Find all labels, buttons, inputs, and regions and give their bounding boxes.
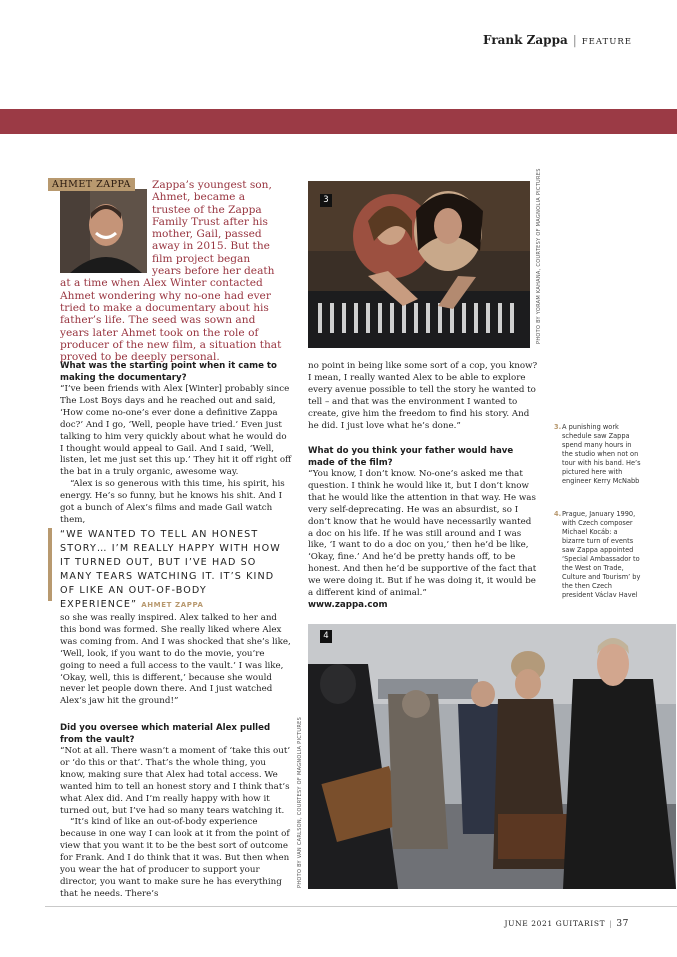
answer-1-p3: so she was really inspired. Alex talked to her and this bond was formed. She really liked where Alex was coming from. And I was shocked that she’s like, ‘Well, look, if you want to do the movie, you’re going to need a full access to the vault.’ I was like, ‘Okay, well, this is different,’ because she would never let people down there. And I just watched Alex’s jaw hit the ground!” xyxy=(60,613,291,707)
caption-3-text: A punishing work schedule saw Zappa spend many hours in the studio when not on tour with his band. He’s pictured here with engineer Kerry McNabb xyxy=(562,423,641,485)
website-link[interactable]: www.zappa.com xyxy=(308,599,388,610)
pull-quote xyxy=(48,528,288,612)
question-2: Did you oversee which material Alex pulled from the vault? xyxy=(60,723,271,745)
header-title: Frank Zappa xyxy=(483,33,568,47)
photo-number-3: 3 xyxy=(320,194,332,207)
answer-2-continued: no point in being like some sort of a cop, you know? I mean, I really wanted Alex to be able to explore every avenue possible to tell the story he wanted to tell – and that was the environment I wanted to create, give him the freedom to find his story. And he did. I just love what he’s done.” xyxy=(308,361,538,431)
caption-4-text: Prague, January 1990, with Czech composer Michael Kocáb: a bizarre turn of events saw Zappa appointed ‘Special Ambassador to the West on Trade, Culture and Tourism’ by the then Czech president Václav Havel xyxy=(562,510,641,599)
running-header xyxy=(483,33,632,47)
right-column-top xyxy=(308,361,538,432)
intro-paragraph: Zappa’s youngest son, Ahmet, became a trustee of the Zappa Family Trust after his mother, Gail, passed away in 2015. But the film project began years before her death at a time when Alex Winter contacted Ahmet wondering why no-one had ever tried to make a documentary about his father’s life. The seed was sown and years later Ahmet took on the role of producer of the new film, a situation that proved to be deeply personal. xyxy=(60,179,282,364)
left-column-bottom xyxy=(60,723,292,901)
photo-credit-4: PHOTO BY VAN CARLSON, COURTESY OF MAGNOLIA PICTURES xyxy=(297,716,303,888)
caption-3 xyxy=(554,423,642,486)
pull-quote-text: “WE WANTED TO TELL AN HONEST STORY… I’M REALLY HAPPY WITH HOW IT TURNED OUT, BUT I’VE HAD SO MANY TEARS WATCHING IT. IT’S KIND OF LIKE AN OUT-OF-BODY EXPERIENCE” xyxy=(60,529,281,610)
caption-3-number: 3. xyxy=(554,423,562,431)
answer-3: “You know, I don’t know. No-one’s asked me that question. I think he would like it, but I don’t know that he would like the attention in that way. He was very self-deprecating. He was an absurdist, so I don’t know that he would have necessarily wanted a doc on his life. If he was still around and I was like, ‘I want to do a doc on you,’ then he’d be like, ‘Okay, fine.’ And he’d be pretty hands off, to be honest. And then he’d be supportive of the fact that we were doing it. But if he was doing it, it would be a different kind of animal.” xyxy=(308,469,537,599)
header-section: FEATURE xyxy=(581,37,632,47)
pull-quote-bar xyxy=(48,528,52,601)
caption-4 xyxy=(554,510,642,600)
footer-issue: JUNE 2021 GUITARIST xyxy=(504,919,606,928)
photo-number-4: 4 xyxy=(320,630,332,643)
header-separator: | xyxy=(572,33,577,47)
color-band xyxy=(0,109,677,134)
footer-separator: | xyxy=(609,919,613,928)
photo-credit-3: PHOTO BY YORAM KAHANA, COURTESY OF MAGNOLIA PICTURES xyxy=(536,168,542,344)
answer-2-p1: “Not at all. There wasn’t a moment of ‘take this out’ or ‘do this or that’. That’s the whole thing, you know, making sure that Alex had total access. We wanted him to tell an honest story and I think that’s what Alex did. And I’m really happy with how it turned out, but I’ve had so many tears watching it. xyxy=(60,746,291,816)
sidebar-tag: AHMET ZAPPA xyxy=(48,178,135,191)
intro-text xyxy=(60,179,282,363)
answer-1-p2: “Alex is so generous with this time, his spirit, his energy. He’s so funny, but he knows his shit. And I got a bunch of Alex’s films and made Gail watch them, xyxy=(60,479,285,525)
question-1: What was the starting point when it came to making the documentary? xyxy=(60,361,277,383)
answer-1-p1: “I’ve been friends with Alex [Winter] probably since The Lost Boys days and he reached out and said, ‘How come no-one’s ever done a definitive Zappa doc?’ And I go, ‘Well, people have tried.’ Even just talking to him very quickly about what he would do I thought would appeal to Gail. And I said, ‘Well, listen, let me just set this up.’ They hit it off right off the bat in a truly organic, awesome way. xyxy=(60,384,292,478)
footer xyxy=(505,919,629,929)
studio-photo xyxy=(308,181,530,348)
left-column-top xyxy=(60,361,292,527)
caption-4-number: 4. xyxy=(554,510,562,518)
left-column-middle xyxy=(60,613,292,708)
question-3: What do you think your father would have made of the film? xyxy=(308,446,514,468)
pull-quote-credit: AHMET ZAPPA xyxy=(141,601,204,609)
footer-rule xyxy=(45,906,677,907)
right-column-bottom xyxy=(308,446,538,612)
answer-2-p2: “It’s kind of like an out-of-body experience because in one way I can look at it from the point of view that you want it to be the best sort of outcome for Frank. And I do think that it was. But then when you wear the hat of producer to support your director, you want to make sure he has everything that he needs. There’s xyxy=(60,817,290,899)
page-number: 37 xyxy=(616,919,629,929)
prague-photo xyxy=(308,624,676,889)
